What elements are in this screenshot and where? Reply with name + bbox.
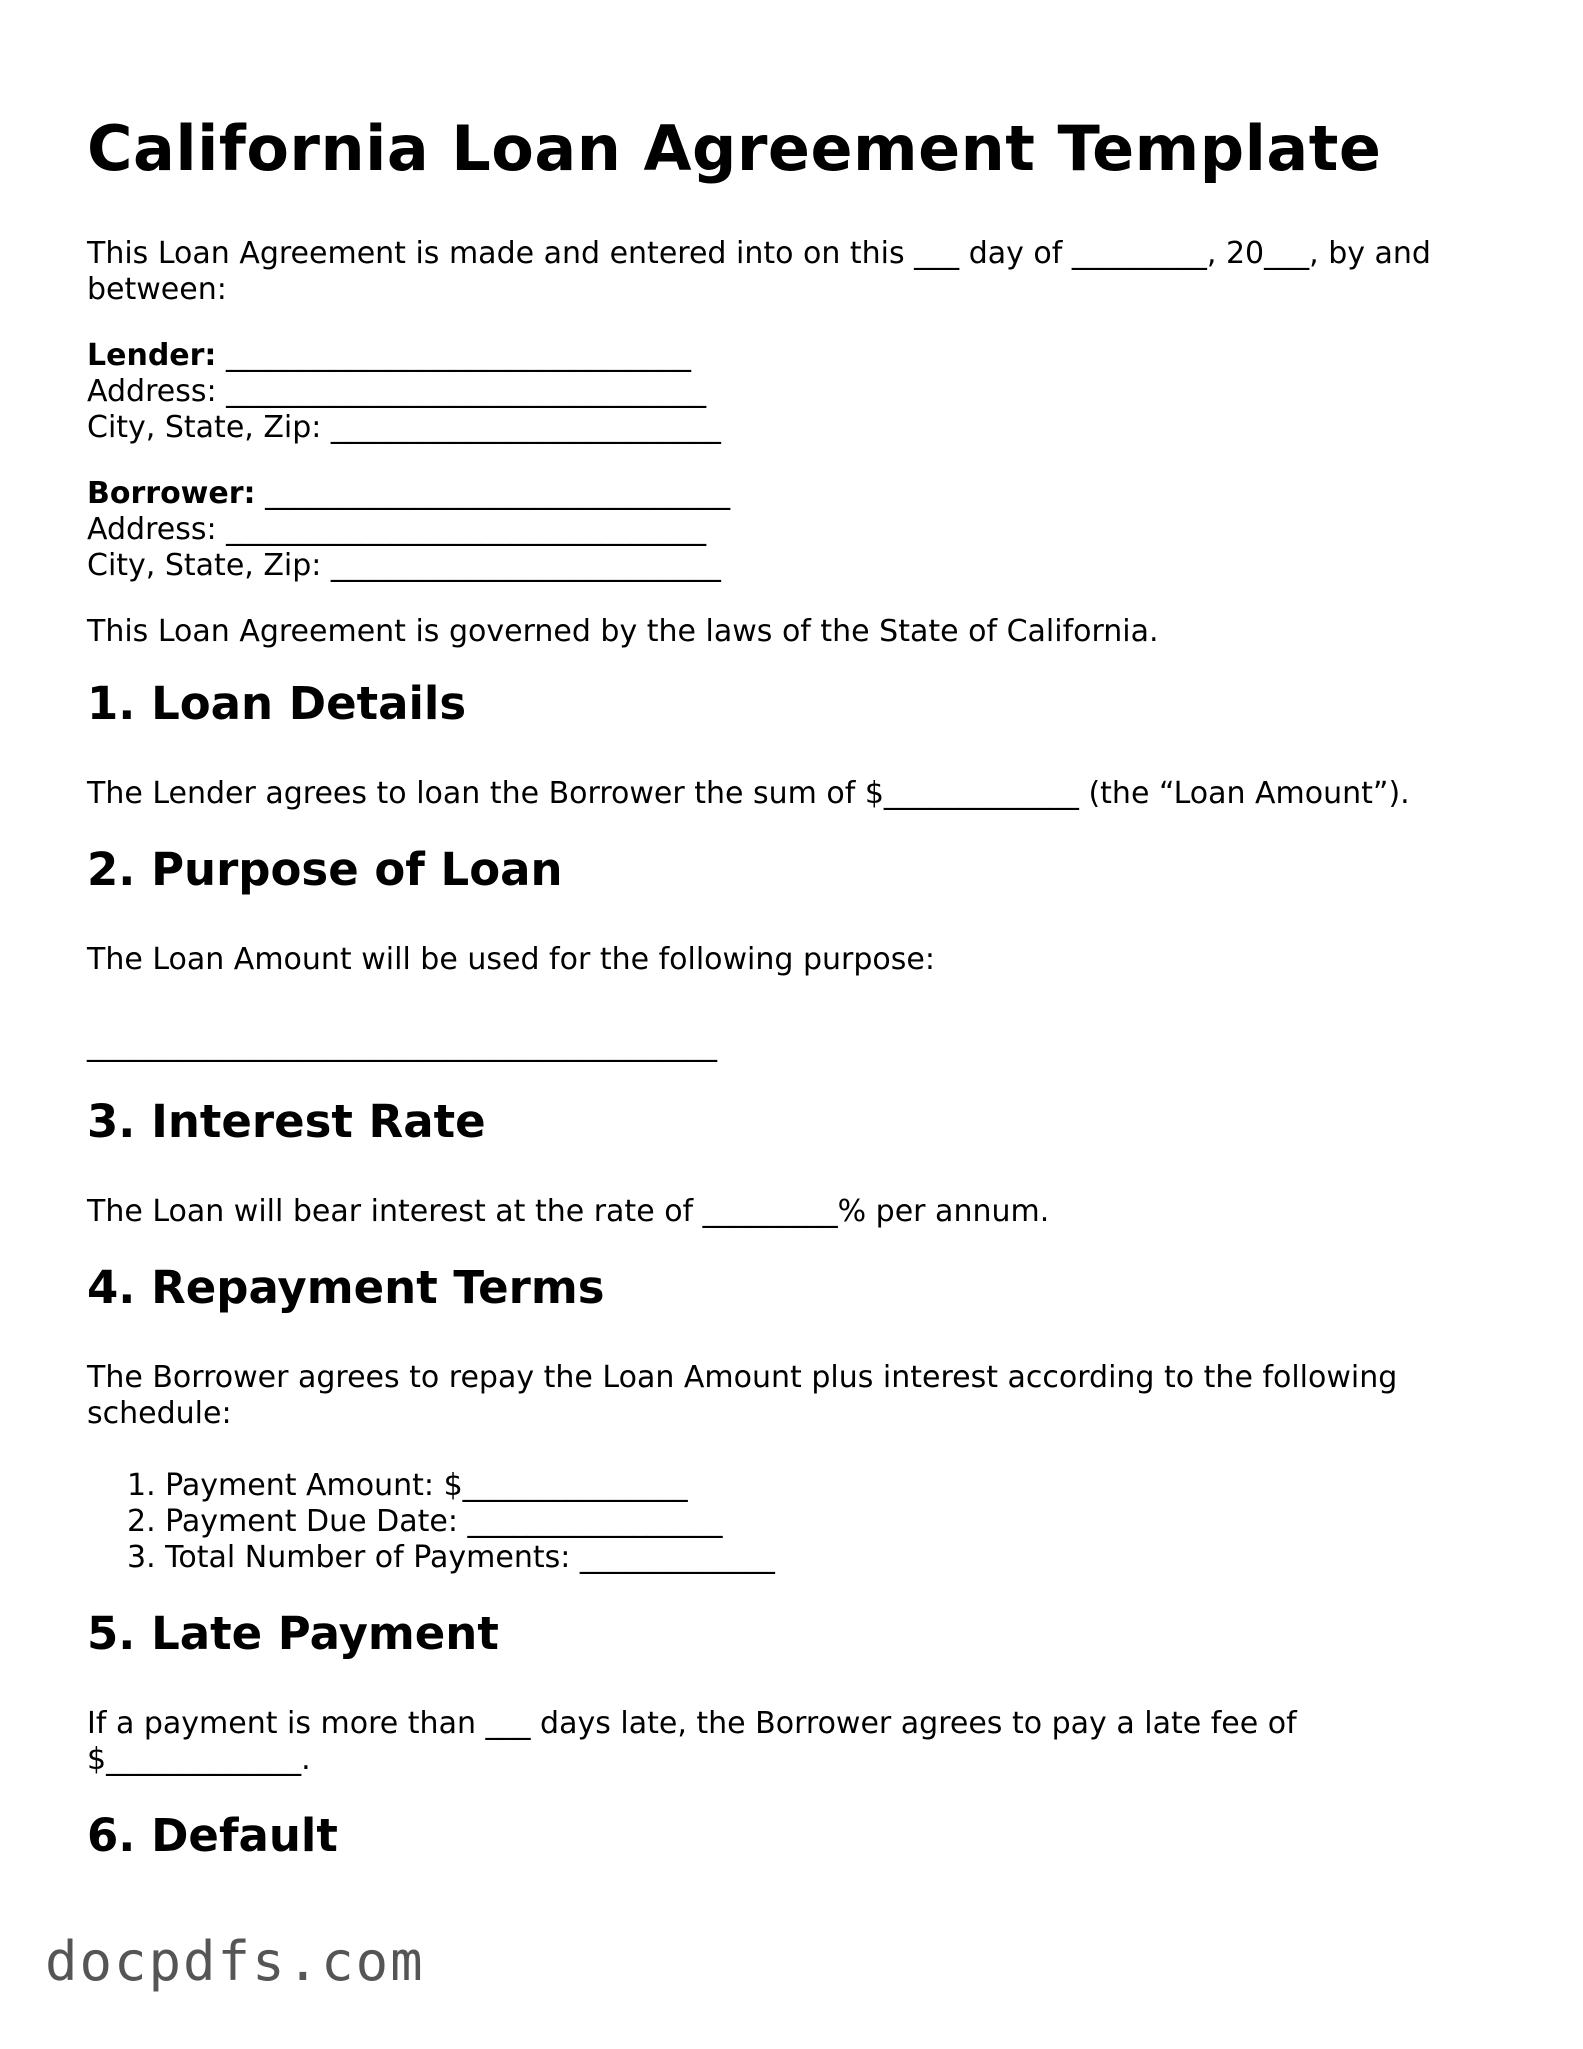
purpose-blank: __________________________________________	[87, 1028, 717, 1063]
repayment-item: 3. Total Number of Payments: _____________	[127, 1540, 775, 1575]
lender-block	[87, 338, 1507, 446]
borrower-line	[87, 476, 1507, 512]
section-heading-loan-details: 1. Loan Details	[87, 677, 467, 730]
repayment-item: 2. Payment Due Date: _________________	[127, 1504, 723, 1539]
lender-line	[87, 338, 1507, 374]
loan-details-text: The Lender agrees to loan the Borrower the sum of $_____________ (the “Loan Amount”).	[87, 776, 1410, 811]
lender-address: Address: ________________________________	[87, 374, 707, 409]
interest-text: The Loan will bear interest at the rate of _________% per annum.	[87, 1194, 1050, 1229]
repayment-text: The Borrower agrees to repay the Loan Amount plus interest according to the following schedule:	[87, 1360, 1398, 1431]
lender-label: Lender:	[87, 338, 217, 373]
section-heading-default: 6. Default	[87, 1809, 338, 1862]
lender-name-blank: _______________________________	[216, 338, 691, 373]
governing-law: This Loan Agreement is governed by the laws of the State of California.	[87, 614, 1159, 649]
section-heading-purpose: 2. Purpose of Loan	[87, 843, 563, 896]
lender-city: City, State, Zip: __________________________	[87, 410, 721, 445]
purpose-text: The Loan Amount will be used for the following purpose:	[87, 942, 935, 977]
section-heading-repayment: 4. Repayment Terms	[87, 1261, 605, 1314]
borrower-city: City, State, Zip: __________________________	[87, 548, 721, 583]
borrower-address: Address: ________________________________	[87, 512, 707, 547]
borrower-block	[87, 476, 1507, 584]
section-heading-interest: 3. Interest Rate	[87, 1095, 486, 1148]
repayment-item: 1. Payment Amount: $_______________	[127, 1468, 688, 1503]
section-heading-late-payment: 5. Late Payment	[87, 1607, 499, 1660]
intro-paragraph: This Loan Agreement is made and entered into on this ___ day of _________, 20___, by and between:	[87, 236, 1431, 307]
late-payment-text: If a payment is more than ___ days late, the Borrower agrees to pay a late fee of $_____________.	[87, 1706, 1297, 1777]
borrower-name-blank: _______________________________	[255, 476, 731, 511]
document-title: California Loan Agreement Template	[87, 112, 1382, 185]
repayment-list	[87, 1468, 1507, 1576]
borrower-label: Borrower:	[87, 476, 256, 511]
document-page	[87, 108, 1507, 1908]
watermark: docpdfs.com	[45, 1930, 425, 1993]
